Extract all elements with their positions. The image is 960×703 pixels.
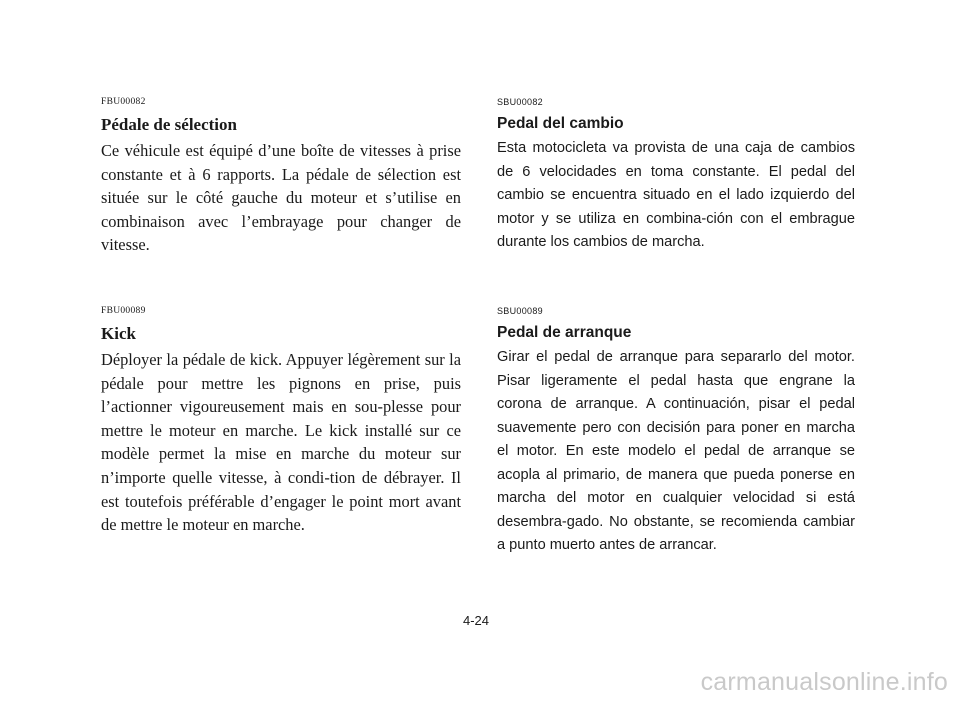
spanish-column-kick [497,305,855,558]
spanish-column [497,96,855,255]
french-column-kick [101,305,461,537]
section-kick-fr [101,305,461,537]
section-text: Esta motocicleta va provista de una caja de cambios de 6 velocidades en toma constante. El pedal del cambio se encuentra situado en el lado izquierdo del motor y se utiliza en combina-ción con el embrague durante los cambios de marcha. [497,140,855,250]
section-gear-pedal-fr [101,96,461,257]
section-text: Déployer la pédale de kick. Appuyer légèrement sur la pédale pour mettre les pignons en prise, puis l’actionner vigoureusement mais en sou-plesse pour mettre le moteur en marche. Le kick installé sur ce modèle permet la mise en marche du moteur sur n’importe quelle vitesse, à condi-tion de débrayer. Il est toutefois préférable d’engager le point mort avant de mettre le moteur en marche. [101,350,461,535]
section-kick-es [497,305,855,558]
section-code: SBU00089 [497,306,543,316]
section-title: Pédale de sélection [101,115,237,134]
section-text: Ce véhicule est équipé d’une boîte de vitesses à prise constante et à 6 rapports. La pédale de sélection est située sur le côté gauche du moteur et s’utilise en combinaison avec l’embrayage pour changer de vitesse. [101,141,461,255]
section-gear-pedal-es [497,96,855,255]
french-column [101,96,461,257]
section-code: FBU00082 [101,97,146,107]
section-text: Girar el pedal de arranque para separarlo del motor. Pisar ligeramente el pedal hasta que engrane la corona de arranque. A continuación, pisar el pedal suavemente pero con decisión para poner en marcha el motor. En este modelo el pedal de arranque se acopla al primario, de manera que pueda ponerse en marcha del motor en cualquier velocidad si está desembra-gado. No obstante, se recomienda cambiar a punto muerto antes de arrancar. [497,349,855,553]
section-title: Pedal del cambio [497,115,624,132]
watermark: carmanualsonline.info [700,668,948,696]
section-code: FBU00089 [101,306,146,316]
section-title: Kick [101,324,136,343]
section-code: SBU00082 [497,97,543,107]
page-number: 4-24 [463,613,490,628]
section-title: Pedal de arranque [497,324,632,341]
